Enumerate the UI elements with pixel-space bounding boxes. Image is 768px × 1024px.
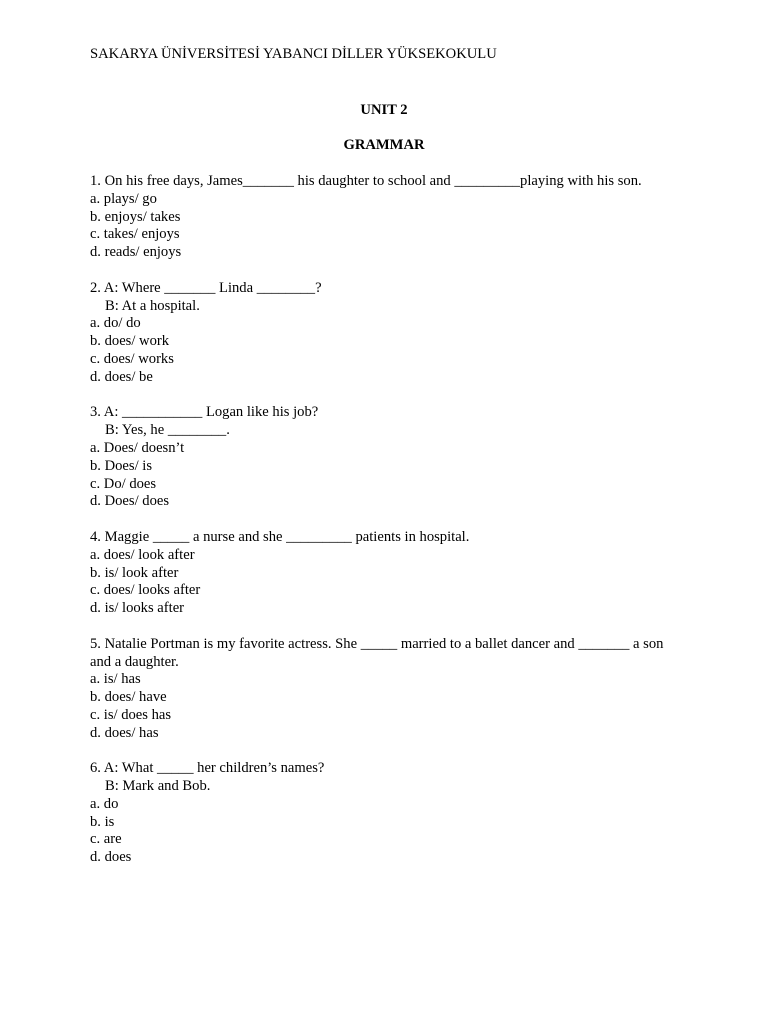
question-4	[90, 529, 680, 618]
option-d: d. reads/ enjoys	[90, 244, 182, 261]
question-response: B: Yes, he ________.	[105, 422, 230, 439]
question-stem: 3. A: ___________ Logan like his job?	[90, 404, 319, 421]
option-b: b. enjoys/ takes	[90, 208, 181, 225]
option-d: d. does/ has	[90, 724, 159, 741]
option-a: a. do	[90, 795, 119, 812]
option-c: c. are	[90, 831, 122, 848]
option-a: a. plays/ go	[90, 190, 157, 207]
question-2	[90, 280, 680, 387]
option-b: b. is/ look after	[90, 564, 179, 581]
question-stem: 4. Maggie _____ a nurse and she _________ patients in hospital.	[90, 528, 470, 545]
option-c: c. takes/ enjoys	[90, 226, 180, 243]
option-c: c. Do/ does	[90, 475, 157, 492]
question-6	[90, 760, 680, 867]
question-1	[90, 173, 680, 262]
option-b: b. Does/ is	[90, 457, 153, 474]
unit-title: UNIT 2	[360, 102, 408, 118]
option-d: d. is/ looks after	[90, 600, 185, 617]
option-a: a. does/ look after	[90, 546, 195, 563]
option-b: b. does/ work	[90, 333, 170, 350]
question-3	[90, 404, 680, 511]
question-5	[90, 636, 680, 743]
option-b: b. is	[90, 813, 115, 830]
question-list	[90, 173, 680, 885]
option-c: c. does/ works	[90, 350, 174, 367]
question-response: B: At a hospital.	[105, 297, 200, 314]
question-response: B: Mark and Bob.	[105, 778, 211, 795]
option-d: d. does	[90, 849, 132, 866]
option-b: b. does/ have	[90, 689, 167, 706]
option-c: c. is/ does has	[90, 706, 172, 723]
option-c: c. does/ looks after	[90, 582, 201, 599]
option-d: d. does/ be	[90, 368, 153, 385]
question-stem: 1. On his free days, James_______ his daughter to school and _________playing with his son.	[90, 173, 642, 189]
option-a: a. do/ do	[90, 315, 141, 332]
institution-header: SAKARYA ÜNİVERSİTESİ YABANCI DİLLER YÜKSEKOKULU	[90, 46, 497, 62]
question-stem: 5. Natalie Portman is my favorite actress. She _____ married to a ballet dancer and _______ a son and a daughter.	[90, 635, 668, 670]
question-stem: 6. A: What _____ her children’s names?	[90, 760, 325, 777]
question-stem: 2. A: Where _______ Linda ________?	[90, 279, 322, 296]
option-a: a. Does/ doesn’t	[90, 439, 185, 456]
section-title: GRAMMAR	[343, 137, 425, 153]
option-d: d. Does/ does	[90, 493, 170, 510]
option-a: a. is/ has	[90, 671, 141, 688]
